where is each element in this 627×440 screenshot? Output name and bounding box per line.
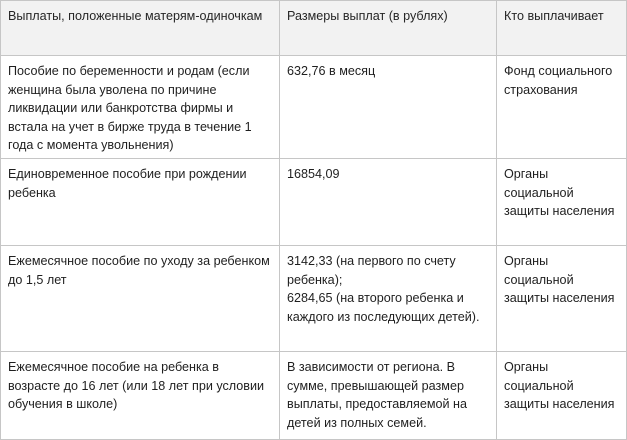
cell-amount: [280, 56, 497, 159]
table-row: [1, 246, 627, 352]
amount-line: 6284,65 (на второго ребенка и каждого из последующих детей).: [287, 291, 480, 324]
header-payer: Кто выплачивает: [497, 1, 627, 56]
cell-payer: Фонд социального страхования: [497, 56, 627, 159]
header-row: [1, 1, 627, 56]
amount-line: 632,76 в месяц: [287, 64, 376, 78]
table-body: [1, 56, 627, 440]
cell-payer: Органы социальной защиты населения: [497, 159, 627, 246]
cell-amount: [280, 246, 497, 352]
header-amount: Размеры выплат (в рублях): [280, 1, 497, 56]
cell-benefit: Пособие по беременности и родам (если женщина была уволена по причине ликвидации или банкротства фирмы и встала на учет в бирже труда в течение 1 года с момента увольнения): [1, 56, 280, 159]
cell-amount: [280, 159, 497, 246]
table-row: [1, 352, 627, 440]
cell-payer: Органы социальной защиты населения: [497, 246, 627, 352]
amount-line: 3142,33 (на первого по счету ребенка);: [287, 254, 456, 287]
table-row: [1, 159, 627, 246]
cell-benefit: Ежемесячное пособие на ребенка в возрасте до 16 лет (или 18 лет при условии обучения в школе): [1, 352, 280, 440]
amount-line: В зависимости от региона. В сумме, превышающей размер выплаты, предоставляемой на детей из полных семей.: [287, 360, 468, 430]
cell-amount: [280, 352, 497, 440]
table-header: [1, 1, 627, 56]
header-benefit: Выплаты, положенные матерям-одиночкам: [1, 1, 280, 56]
cell-benefit: Единовременное пособие при рождении ребенка: [1, 159, 280, 246]
table-row: [1, 56, 627, 159]
amount-line: 16854,09: [287, 167, 340, 181]
cell-payer: Органы социальной защиты населения: [497, 352, 627, 440]
cell-benefit: Ежемесячное пособие по уходу за ребенком до 1,5 лет: [1, 246, 280, 352]
